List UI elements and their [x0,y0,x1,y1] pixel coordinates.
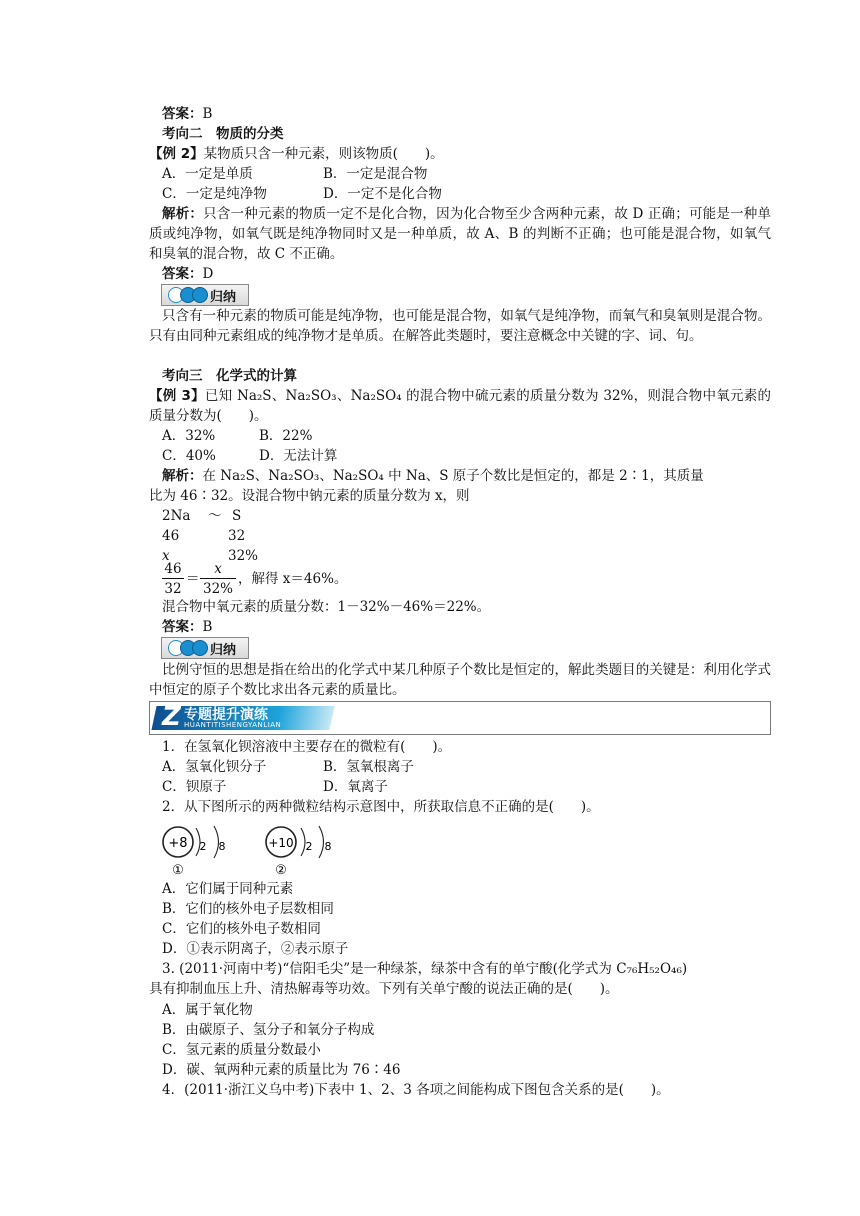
option: B．由碳原子、氢分子和氧分子构成 [162,1022,375,1038]
summary-badge [161,637,249,659]
example-question [149,386,771,426]
option: A．氢氧化钡分子 [162,759,267,775]
example-tag: 【例 3】 [149,388,205,404]
question-stem: 具有抑制血压上升、清热解毒等功效。下列有关单宁酸的说法正确的是( )。 [149,981,619,997]
option: B．一定是混合物 [323,166,428,182]
result-line: 混合物中氧元素的质量分数：1－32%－46%＝22%。 [162,599,491,615]
option: D．氧离子 [323,779,388,795]
fraction-denominator: 32 [164,581,182,597]
answer-line [162,104,212,124]
summary-paragraph [149,660,771,700]
section-title: 考向二 物质的分类 [162,126,284,142]
banner-subtitle: HUANTITISHENGYANLIAN [184,721,282,729]
option: C．氢元素的质量分数最小 [162,1042,321,1058]
example-stem: 某物质只含一种元素，则该物质( )。 [203,146,444,162]
example-tag: 【例 2】 [149,146,204,162]
calc-cell: 2Na [162,508,191,524]
answer-label: 答案： [162,619,203,635]
option: A．一定是单质 [162,166,253,182]
summary-badge-label: 归纳 [210,290,237,305]
example-stem: 已知 Na₂S、Na₂SO₃、Na₂SO₄ 的混合物中硫元素的质量分数为 32%，则混合物中氧元素的质量分数为( )。 [149,388,772,424]
section-banner [149,701,771,735]
option: B．氢氧根离子 [323,759,414,775]
summary-text: 只含有一种元素的物质可能是纯净物，也可能是混合物，如氧气是纯净物，而氧气和臭氧则是混合物。只有由同种元素组成的纯净物才是单质。在解答此类题时，要注意概念中关键的字、词、句。 [149,308,771,344]
option: D．一定不是化合物 [323,186,442,202]
analysis-text: 只含一种元素的物质一定不是化合物，因为化合物至少含两种元素，故 D 正确；可能是一种单质或纯净物，如氧气既是纯净物同时又是一种单质，故 A、B 的判断不正确；也可能是混合物，如氧气和臭氧的混合物，故 C 不正确。 [149,206,772,262]
option: A．32% [162,428,216,444]
option: A．它们属于同种元素 [162,881,294,897]
circle-icon [192,287,208,303]
option: C．40% [162,448,216,464]
option: C．一定是纯净物 [162,186,267,202]
calc-cell: x [162,548,170,564]
calc-cell: 46 [162,528,180,544]
example-question [149,144,444,164]
answer-value: B [202,619,213,635]
calc-cell: 32 [228,528,246,544]
question-stem: 4．(2011·浙江义乌中考)下表中 1、2、3 各项之间能构成下图包含关系的是( )。 [162,1082,670,1098]
circle-icon [192,640,208,656]
fraction-numerator: x [200,560,236,579]
option: D．①表示阴离子，②表示原子 [162,941,349,957]
answer-line [162,617,212,637]
answer-label: 答案： [162,106,203,122]
calc-cell: ～ [208,508,222,524]
analysis-label: 解析： [162,206,204,222]
option: C．钡原子 [162,779,227,795]
question-stem: 2．从下图所示的两种微粒结构示意图中，所获取信息不正确的是( )。 [162,799,600,815]
answer-value: D [202,266,214,282]
diagram-label: ② [275,863,287,878]
banner-title: 专题提升演练 [184,707,268,723]
equals-sign: ＝ [186,571,200,587]
option: D．碳、氧两种元素的质量比为 76∶46 [162,1062,401,1078]
question-stem: 3. (2011·河南中考)“信阳毛尖”是一种绿茶，绿茶中含有的单宁酸(化学式为 C₇₆H₅₂O₄₆) [162,961,688,977]
shell-electrons: 2 [199,840,207,853]
atom-structure-diagram [263,822,343,878]
analysis-text: 在 Na₂S、Na₂SO₃、Na₂SO₄ 中 Na、S 原子个数比是恒定的，都是 2∶1，其质量 [202,468,704,484]
analysis-line [162,466,704,486]
summary-text: 比例守恒的思想是指在给出的化学式中某几种原子个数比是恒定的，解此类题目的关键是：利用化学式中恒定的原子个数比求出各元素的质量比。 [149,662,771,698]
summary-badge-label: 归纳 [210,643,237,658]
equation-result: ，解得 x＝46%。 [238,571,348,587]
option: D．无法计算 [259,448,338,464]
summary-badge [161,284,249,306]
diagram-label: ① [172,863,184,878]
shell-electrons: 2 [305,840,313,853]
question-stem: 1．在氢氧化钡溶液中主要存在的微粒有( )。 [162,739,452,755]
fraction-numerator: 46 [162,560,184,579]
section-title: 考向三 化学式的计算 [162,368,297,384]
shell-electrons: 8 [218,840,226,853]
answer-value: B [202,106,213,122]
analysis-line: 比为 46∶32。设混合物中钠元素的质量分数为 x，则 [149,488,470,504]
summary-paragraph [149,306,771,346]
option: C．它们的核外电子数相同 [162,921,321,937]
answer-line [162,264,213,284]
nucleus-charge: +8 [168,836,188,851]
fraction-denominator: 32% [202,581,233,597]
option: B．它们的核外电子层数相同 [162,901,334,917]
analysis-label: 解析： [162,468,203,484]
calc-cell: 32% [228,548,259,564]
atom-structure-diagram [160,822,240,878]
shell-electrons: 8 [324,840,332,853]
nucleus-charge: +10 [268,836,294,850]
answer-label: 答案： [162,266,203,282]
banner-letter: Z [162,702,181,732]
option: A．属于氧化物 [162,1002,253,1018]
option: B．22% [259,428,313,444]
calc-cell: S [232,508,242,524]
analysis-paragraph [149,204,771,264]
